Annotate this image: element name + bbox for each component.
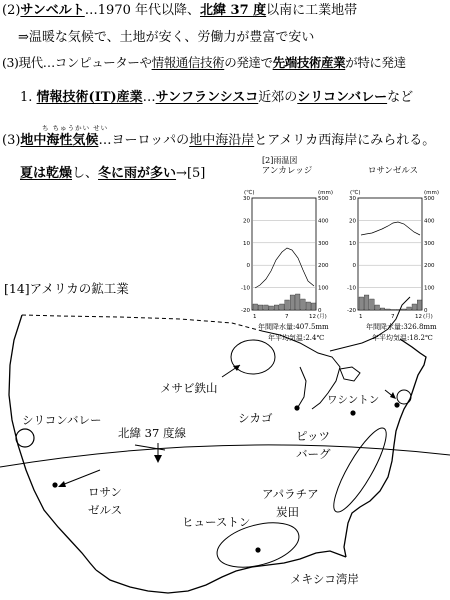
arrow-heads [58,365,396,487]
text-rest: など [387,90,414,105]
text-reason: ⇒温暖な気候で、土地が安く、労働力が豊富で安い [18,30,315,45]
tick: 500 [318,196,329,202]
term-hightech: 先端技術産業 [272,55,346,70]
line-sunbelt [2,4,357,17]
tick: 12 [309,314,316,320]
label-pittsburgh-1: ピッツ [296,429,331,443]
tick: -10 [241,285,250,292]
unit-rain: (mm) [424,190,440,196]
tick: -20 [241,308,250,314]
tick: 7 [285,314,289,320]
tick: 20 [349,218,356,225]
section-title: [14]アメリカの鉱工業 [4,281,129,296]
line-mediterranean [2,134,435,147]
tick: 12 [415,314,422,320]
term-silicon-valley: シリコンバレー [297,90,388,105]
lake-erie [340,367,360,381]
line-reason [18,31,314,44]
tick: 0 [424,308,428,314]
label-latitude: 北緯 37 度線 [118,426,186,440]
label-gulf-coast: メキシコ湾岸 [290,572,359,586]
chicago-dot [294,405,299,410]
plot-frame [358,198,422,310]
term-ict: 情報通信技術 [151,55,225,70]
tick: 30 [349,196,356,202]
unit-month: (月) [317,314,327,320]
label-silicon-valley: シリコンバレー [22,413,102,427]
label-la-1: ロサン [88,485,122,499]
tick: 20 [243,218,250,225]
text-mid2: とアメリカ西海岸にみられる。 [254,133,436,148]
label-washington: ワシントン [327,394,380,406]
label-chicago: シカゴ [238,411,273,425]
tick: 200 [318,263,329,270]
term-it: 情報技術(IT)産業 [36,90,143,105]
term-wet-winter: 冬に雨が多い [98,166,177,181]
label-la-2: ゼルス [88,503,123,517]
us-map [0,295,450,600]
tick: 0 [246,263,250,270]
tick: 100 [424,285,435,292]
east-coast [344,339,426,557]
houston-dot [255,547,260,552]
arrows [62,365,395,485]
label-mesabi: メサビ鉄山 [160,381,218,395]
term-37n: 北緯 37 度 [200,3,267,18]
tick: -10 [347,285,356,292]
unit-temp: (℃) [350,190,361,196]
tick: 300 [318,240,329,247]
tick: 100 [318,285,329,292]
tick: 400 [424,218,435,225]
item-number: (2) [2,3,21,18]
tick: 200 [424,263,435,270]
tick: -20 [347,308,356,314]
anchorage-rain: 年間降水量:407.5mm [258,323,329,331]
label-appalachia-2: 炭田 [276,505,299,519]
text-pre: (3)現代…コンピューターや [2,55,152,70]
unit-rain: (mm) [318,190,334,196]
tick: 400 [318,218,329,225]
term-dry-summer: 夏は乾燥 [20,166,73,181]
line-it-industry [20,91,413,104]
label-pittsburgh-2: バーグ [296,447,331,461]
tick: 1 [253,314,257,320]
chart-title: ロサンゼルス [367,166,419,176]
tick: 7 [391,314,395,320]
term-sunbelt: サンベルト [20,3,85,18]
la-dot [52,482,57,487]
text-rest: 以南に工業地帯 [266,3,358,18]
climate-title: [2]雨温図 [262,156,298,165]
text-mid: の発達で [224,55,273,70]
list-number: 1. [20,90,37,105]
tick: 0 [318,308,322,314]
city-dots [52,402,399,552]
tick: 500 [424,196,435,202]
label-appalachia-1: アパラチア [262,487,319,501]
tick: 10 [349,240,356,247]
tick: 1 [359,314,363,320]
west-coast [9,315,96,570]
appalachian-region [326,422,395,517]
temp-line [255,248,314,288]
tick: 30 [243,196,250,202]
latitude-37-line [0,445,450,467]
washington-dot [394,402,399,407]
label-houston: ヒューストン [182,515,251,529]
line-modern [2,57,406,70]
tick: 0 [352,263,356,270]
temp-line [361,222,420,235]
anchorage-temp: 年平均気温:2.4℃ [268,334,325,342]
text-mid: …1970 年代以降、 [84,3,200,18]
plot-frame [252,198,316,310]
text-ref: →[5] [176,166,206,181]
item-number: (3) [2,133,21,148]
la-temp: 年平均気温:18.2℃ [372,334,433,342]
tick: 10 [243,240,250,247]
unit-month: (月) [423,314,433,320]
text-rest: が特に発達 [345,55,406,70]
term-med-coast: 地中海沿岸 [189,133,255,148]
text-mid: し、 [72,166,99,181]
text-mid: … [142,90,156,105]
line-summer-winter [20,167,205,180]
silicon-valley-circle [16,429,34,447]
unit-temp: (℃) [244,190,255,196]
la-rain: 年間降水量:326.8mm [366,323,437,331]
canada-border [22,315,262,331]
tick: 300 [424,240,435,247]
ruby-reading: ち ちゅうかい せい [42,124,109,132]
text-mid: …ヨーロッパの [98,133,190,148]
pittsburgh-dot [350,410,355,415]
text-mid2: 近郊の [258,90,298,105]
term-mediterranean-climate: 地中海性気候 [20,133,99,148]
term-sf: サンフランシスコ [155,90,259,105]
northeast-circle [397,390,411,404]
chart-title: アンカレッジ [261,166,313,176]
